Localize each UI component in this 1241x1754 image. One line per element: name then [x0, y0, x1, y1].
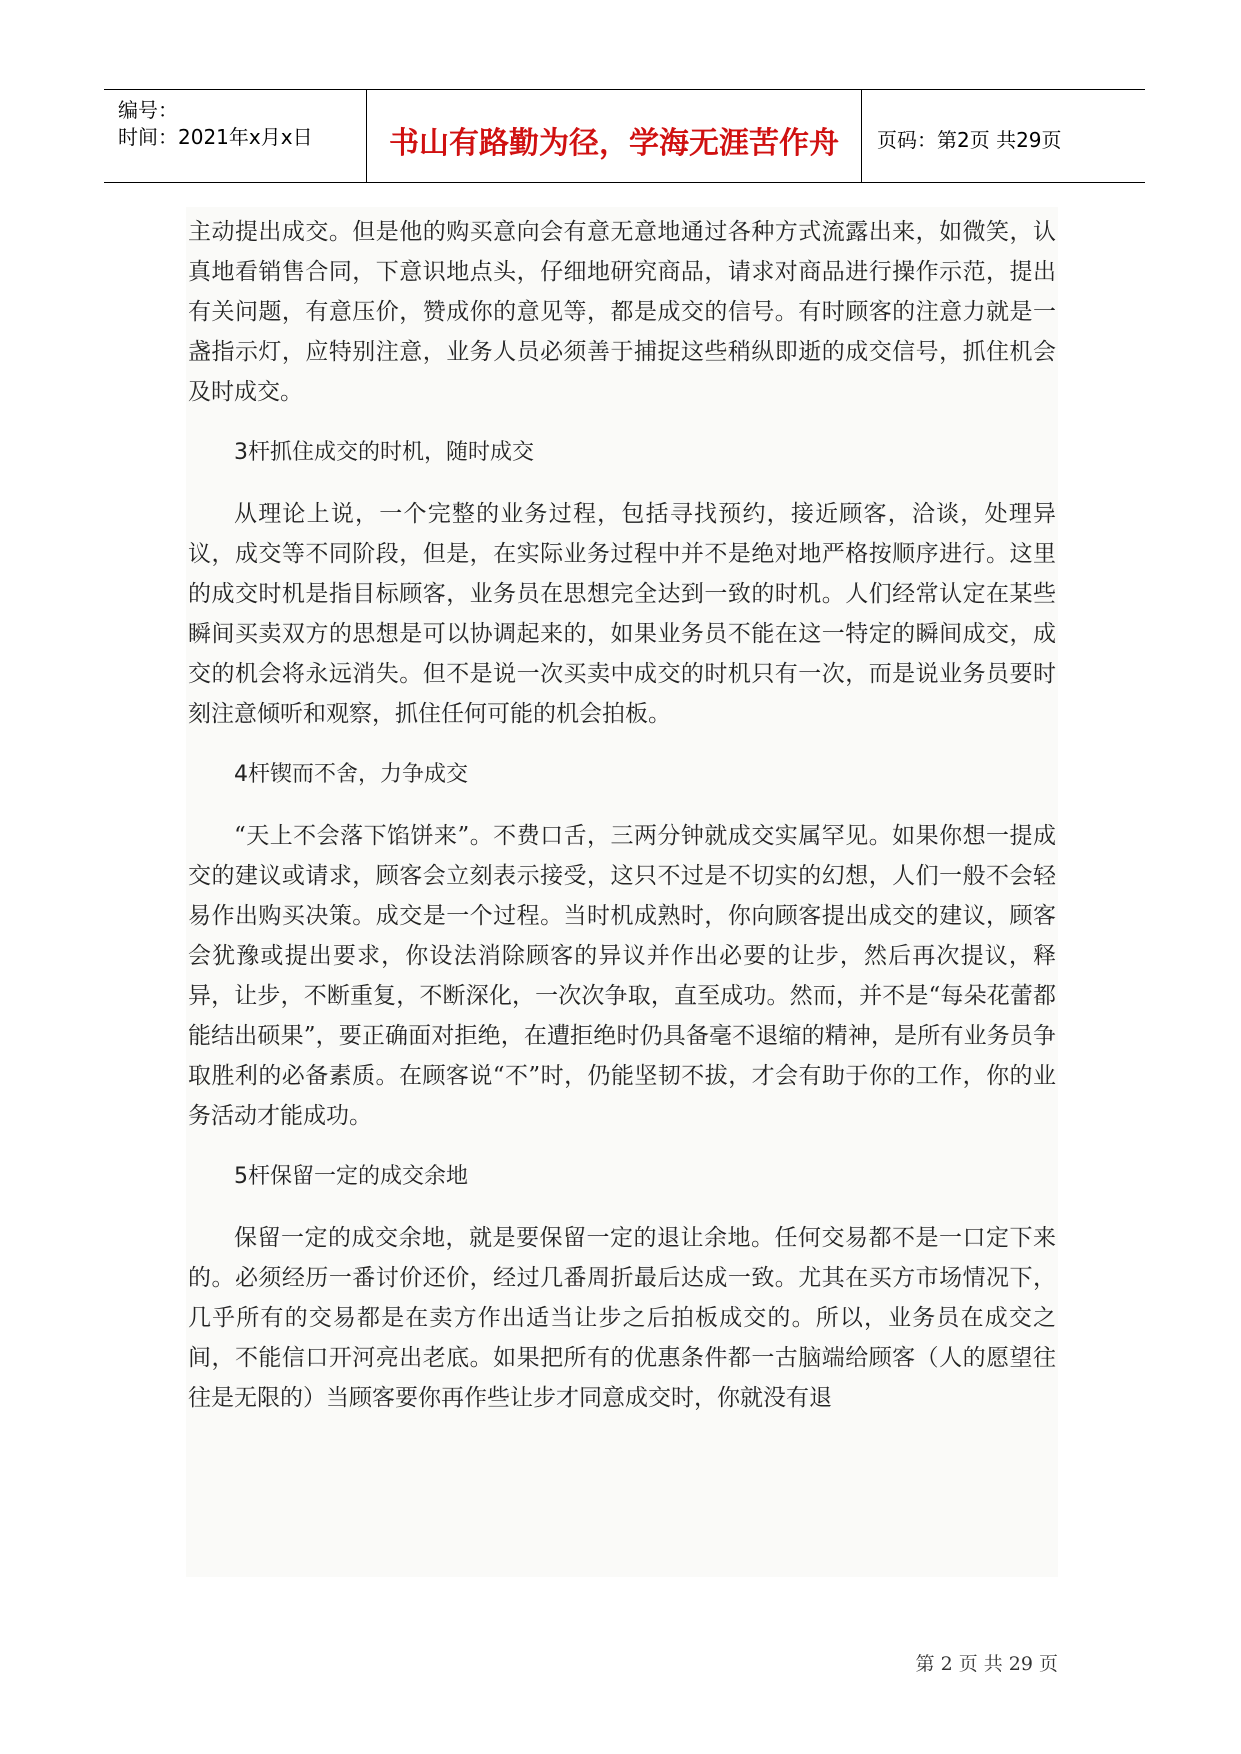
header-page-number: 页码：第2页 共29页 — [877, 128, 1062, 152]
header-page-cell — [862, 90, 1145, 182]
page-header — [104, 89, 1145, 183]
document-time-label: 时间：2021年x月x日 — [118, 125, 313, 149]
paragraph-persistence: “天上不会落下馅饼来”。不费口舌，三两分钟就成交实属罕见。如果你想一提成交的建议或请求，顾客会立刻表示接受，这只不过是不切实的幻想，人们一般不会轻易作出购买决策。成交是一个过程。当时机成熟时，你向顾客提出成交的建议，顾客会犹豫或提出要求，你设法消除顾客的异议并作出必要的让步，然后再次提议，释异，让步，不断重复，不断深化，一次次争取，直至成功。然而，并不是“每朵花蕾都能结出硕果”，要正确面对拒绝，在遭拒绝时仍具备毫不退缩的精神，是所有业务员争取胜利的必备素质。在顾客说“不”时，仍能坚韧不拔，才会有助于你的工作，你的业务活动才能成功。 — [188, 823, 1056, 1129]
paragraph-signals: 主动提出成交。但是他的购买意向会有意无意地通过各种方式流露出来，如微笑，认真地看销售合同，下意识地点头，仔细地研究商品，请求对商品进行操作示范，提出有关问题，有意压价，赞成你的意见等，都是成交的信号。有时顾客的注意力就是一盏指示灯，应特别注意，业务人员必须善于捕捉这些稍纵即逝的成交信号，抓住机会及时成交。 — [188, 219, 1056, 405]
section-heading-5: 5杆保留一定的成交余地 — [234, 1164, 468, 1189]
document-body — [188, 212, 1056, 1439]
paragraph-timing: 从理论上说，一个完整的业务过程，包括寻找预约，接近顾客，洽谈，处理异议，成交等不同阶段，但是，在实际业务过程中并不是绝对地严格按顺序进行。这里的成交时机是指目标顾客，业务员在思想完全达到一致的时机。人们经常认定在某些瞬间买卖双方的思想是可以协调起来的，如果业务员不能在这一特定的瞬间成交，成交的机会将永远消失。但不是说一次买卖中成交的时机只有一次，而是说业务员要时刻注意倾听和观察，抓住任何可能的机会拍板。 — [188, 501, 1056, 727]
paragraph-leeway: 保留一定的成交余地，就是要保留一定的退让余地。任何交易都不是一口定下来的。必须经历一番讨价还价，经过几番周折最后达成一致。尤其在买方市场情况下，几乎所有的交易都是在卖方作出适当让步之后拍板成交的。所以，业务员在成交之间，不能信口开河亮出老底。如果把所有的优惠条件都一古脑端给顾客（人的愿望往往是无限的）当顾客要你再作些让步才同意成交时，你就没有退 — [188, 1225, 1056, 1411]
header-meta-cell — [104, 90, 367, 182]
page-footer: 第 2 页 共 29 页 — [915, 1653, 1058, 1675]
document-number-label: 编号： — [118, 98, 178, 122]
header-motto: 书山有路勤为径，学海无涯苦作舟 — [389, 126, 839, 161]
header-motto-cell — [367, 90, 862, 182]
section-heading-4: 4杆锲而不舍，力争成交 — [234, 762, 468, 787]
section-heading-3: 3杆抓住成交的时机，随时成交 — [234, 440, 534, 465]
